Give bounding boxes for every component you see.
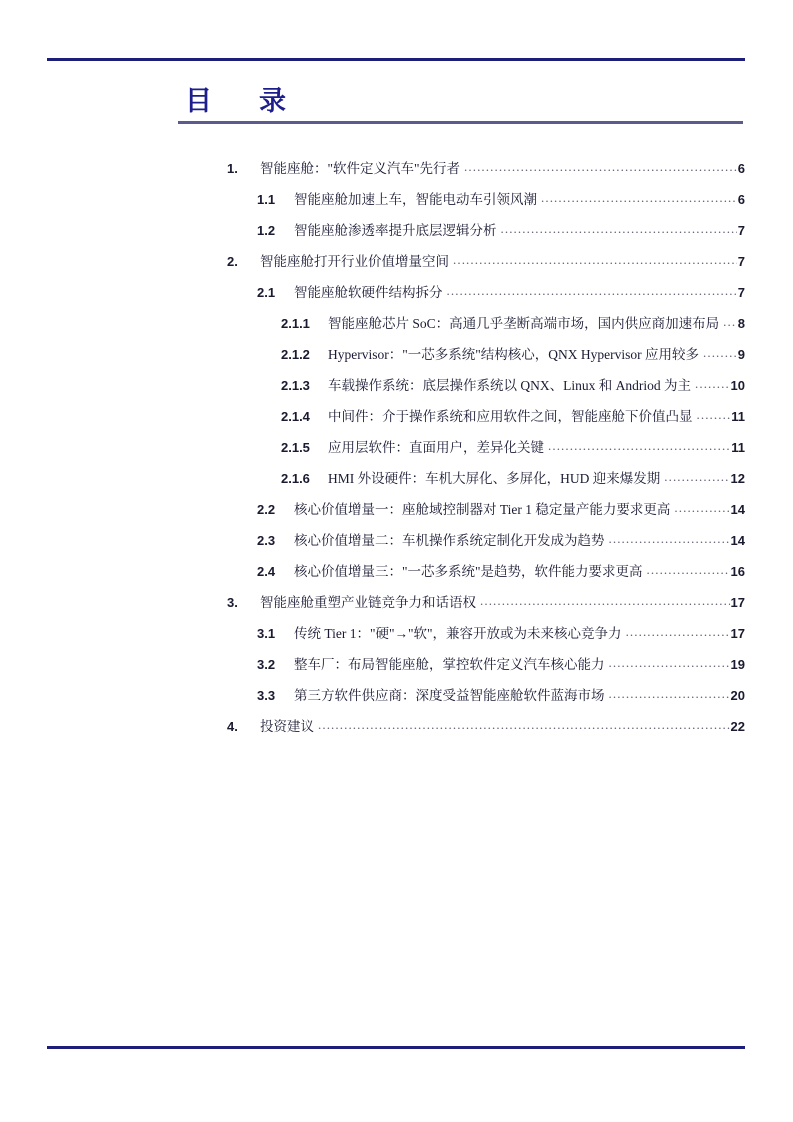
toc-entry-number: 2.1.2: [281, 347, 310, 362]
toc-entry-number: 2.4: [257, 564, 276, 579]
toc-entry-number: 2.3: [257, 533, 276, 548]
toc-entry[interactable]: [0, 436, 793, 467]
toc-entry-page-number: 7: [737, 254, 745, 269]
toc-entry-number: 3.3: [257, 688, 276, 703]
toc-entry[interactable]: [0, 374, 793, 405]
toc-entry[interactable]: [0, 250, 793, 281]
toc-entry[interactable]: [0, 560, 793, 591]
toc-entry-title: 整车厂：布局智能座舱，掌控软件定义汽车核心能力: [294, 657, 605, 672]
toc-entry-title: 投资建议: [260, 719, 314, 734]
toc-entry-title: 第三方软件供应商：深度受益智能座舱软件蓝海市场: [294, 688, 605, 703]
toc-entry-number: 3.2: [257, 657, 276, 672]
toc-entry[interactable]: [0, 467, 793, 498]
toc-entry[interactable]: [0, 653, 793, 684]
toc-entry-page-number: 11: [731, 440, 745, 455]
toc-entry-number: 1.2: [257, 223, 276, 238]
toc-leader-dots: [697, 408, 731, 421]
toc-leader-dots: [453, 253, 737, 266]
toc-entry[interactable]: [0, 498, 793, 529]
toc-entry-page-number: 6: [737, 192, 745, 207]
toc-entry-page-number: 14: [730, 502, 745, 517]
toc-entry[interactable]: [0, 684, 793, 715]
toc-entry[interactable]: [0, 157, 793, 188]
toc-entry-number: 2.1.5: [281, 440, 310, 455]
toc-leader-dots: [664, 470, 729, 483]
toc-entry-page-number: 10: [730, 378, 745, 393]
toc-leader-dots: [723, 315, 737, 328]
toc-leader-dots: [703, 346, 737, 359]
toc-entry-page-number: 17: [730, 595, 745, 610]
toc-entry[interactable]: [0, 715, 793, 746]
toc-entry-number: 2.1.6: [281, 471, 310, 486]
toc-entry-number: 2.1.4: [281, 409, 310, 424]
toc-entry-title: 传统 Tier 1："硬"→"软"，兼容开放或为未来核心竞争力: [294, 626, 622, 641]
toc-entry[interactable]: [0, 405, 793, 436]
toc-entry-number: 2.1.1: [281, 316, 310, 331]
toc-entry-title: 智能座舱重塑产业链竞争力和话语权: [260, 595, 476, 610]
toc-leader-dots: [609, 656, 730, 669]
toc-entry-number: 2.1.3: [281, 378, 310, 393]
toc-entry-number: 4.: [227, 719, 238, 734]
toc-entry-number: 2.2: [257, 502, 276, 517]
toc-entry[interactable]: [0, 281, 793, 312]
toc-entry-title: 智能座舱芯片 SoC：高通几乎垄断高端市场，国内供应商加速布局: [328, 316, 720, 331]
toc-leader-dots: [674, 501, 729, 514]
toc-leader-dots: [695, 377, 730, 390]
toc-entry-page-number: 17: [730, 626, 745, 641]
toc-entry-page-number: 9: [737, 347, 745, 362]
toc-entry-number: 2.: [227, 254, 238, 269]
toc-entry-number: 2.1: [257, 285, 276, 300]
toc-entry-page-number: 12: [730, 471, 745, 486]
toc-entry-page-number: 20: [730, 688, 745, 703]
toc-leader-dots: [548, 439, 730, 452]
toc-entry[interactable]: [0, 188, 793, 219]
toc-leader-dots: [501, 222, 737, 235]
toc-entry-number: 3.1: [257, 626, 276, 641]
toc-entry-page-number: 6: [737, 161, 745, 176]
toc-entry-page-number: 7: [737, 223, 745, 238]
toc-entry-title: 应用层软件：直面用户，差异化关键: [328, 440, 544, 455]
toc-entry-page-number: 22: [730, 719, 745, 734]
toc-entry-page-number: 11: [731, 409, 745, 424]
toc-entry-number: 3.: [227, 595, 238, 610]
toc-entry-title: 核心价值增量二：车机操作系统定制化开发成为趋势: [294, 533, 605, 548]
toc-leader-dots: [609, 687, 730, 700]
toc-entry[interactable]: [0, 529, 793, 560]
toc-leader-dots: [609, 532, 730, 545]
toc-entry-title: 智能座舱加速上车，智能电动车引领风潮: [294, 192, 537, 207]
toc-entry-page-number: 19: [730, 657, 745, 672]
toc-leader-dots: [464, 160, 737, 173]
page-title: 目 录: [185, 86, 296, 117]
toc-entry-number: 1.: [227, 161, 238, 176]
toc-leader-dots: [647, 563, 730, 576]
toc-entry[interactable]: [0, 591, 793, 622]
toc-entry-title: 核心价值增量一：座舱域控制器对 Tier 1 稳定量产能力要求更高: [294, 502, 671, 517]
page-top-rule: [47, 58, 745, 61]
toc-entry[interactable]: [0, 622, 793, 653]
toc-entry-page-number: 14: [730, 533, 745, 548]
table-of-contents: [0, 157, 793, 746]
toc-leader-dots: [318, 718, 730, 731]
toc-entry-title: 中间件：介于操作系统和应用软件之间，智能座舱下价值凸显: [328, 409, 693, 424]
toc-leader-dots: [541, 191, 737, 204]
toc-entry[interactable]: [0, 219, 793, 250]
toc-entry-page-number: 7: [737, 285, 745, 300]
toc-entry-title: 智能座舱软硬件结构拆分: [294, 285, 443, 300]
toc-entry-page-number: 16: [730, 564, 745, 579]
toc-leader-dots: [626, 625, 730, 638]
toc-entry-title: 核心价值增量三："一芯多系统"是趋势，软件能力要求更高: [294, 564, 643, 579]
page-bottom-rule: [47, 1046, 745, 1049]
toc-entry-title: 智能座舱渗透率提升底层逻辑分析: [294, 223, 497, 238]
toc-entry-title: HMI 外设硬件：车机大屏化、多屏化，HUD 迎来爆发期: [328, 471, 661, 486]
toc-entry[interactable]: [0, 312, 793, 343]
toc-leader-dots: [447, 284, 737, 297]
toc-leader-dots: [480, 594, 730, 607]
toc-entry-title: 智能座舱打开行业价值增量空间: [260, 254, 449, 269]
toc-entry-number: 1.1: [257, 192, 276, 207]
toc-entry[interactable]: [0, 343, 793, 374]
page-title-underline: [178, 121, 743, 124]
toc-entry-title: 智能座舱："软件定义汽车"先行者: [260, 161, 461, 176]
toc-entry-title: Hypervisor："一芯多系统"结构核心，QNX Hypervisor 应用较多: [328, 347, 699, 362]
toc-entry-title: 车载操作系统：底层操作系统以 QNX、Linux 和 Andriod 为主: [328, 378, 691, 393]
toc-entry-page-number: 8: [737, 316, 745, 331]
